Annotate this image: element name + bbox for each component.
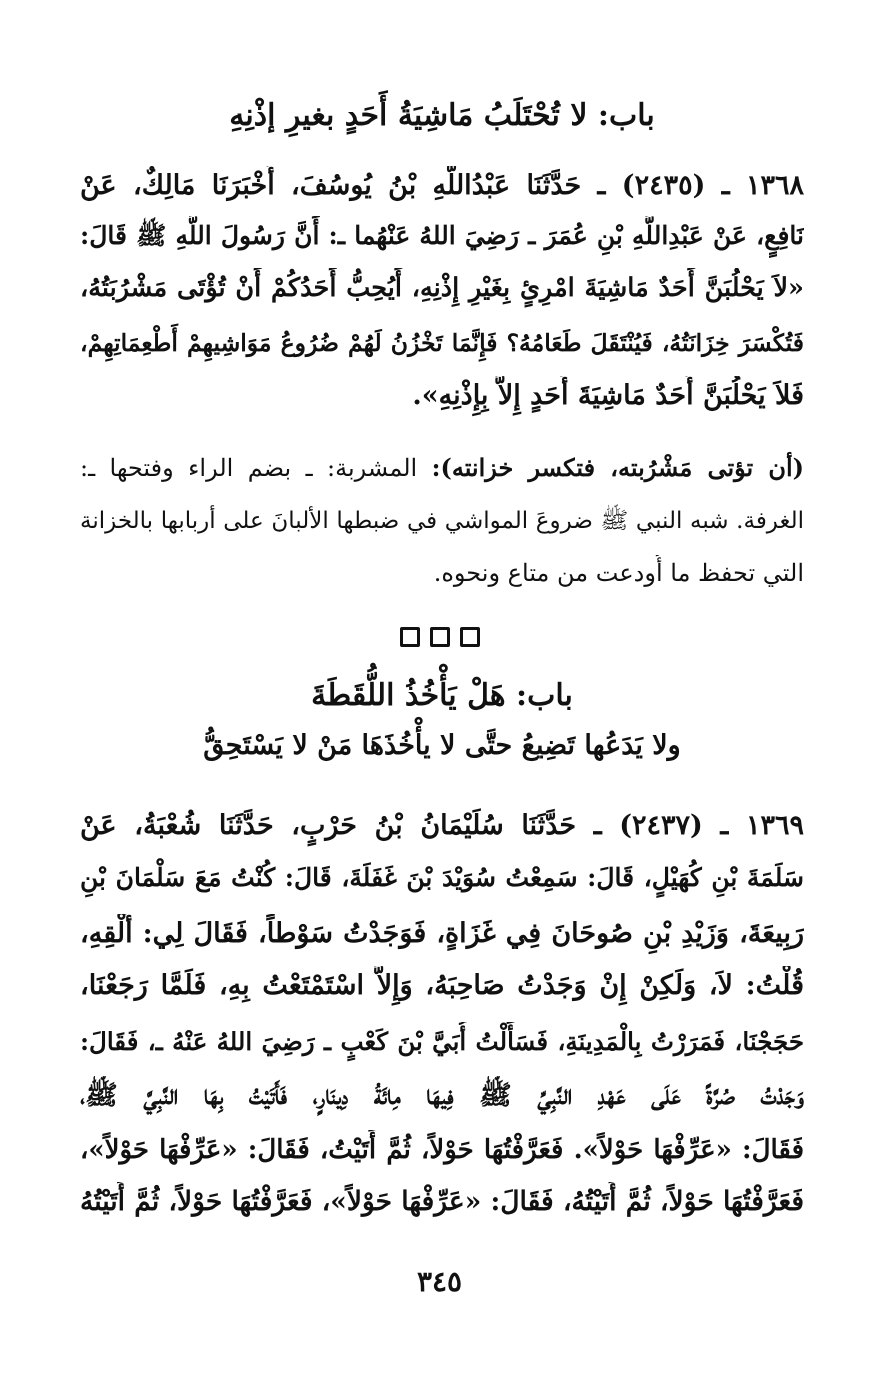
note-line — [80, 450, 804, 490]
hadith-line: فَعَرَّفْتُهَا حَوْلاً، ثُمَّ أَتَيْتُهُ، فَقَالَ: «عَرِّفْهَا حَوْلاً»، فَعَرَّفْتُهَا حَوْلاً، ثُمَّ أَتَيْتُهُ — [80, 1186, 804, 1217]
hadith-line: حَجَجْنَا، فَمَرَرْتُ بِالْمَدِينَةِ، فَسَأَلْتُ أُبَيَّ بْنَ كَعْبٍ ـ رَضِيَ اللهُ عَنْهُ ـ، فَقَالَ: — [80, 1027, 804, 1056]
chapter-subheading: ولا يَدَعُها تَضِيعُ حتَّى لا يأْخُذَهَا مَنْ لا يَسْتَحِقُّ — [203, 730, 681, 761]
square-ornament-icon — [400, 627, 420, 647]
note-line: التي تحفظ ما أُودعت من متاع ونحوه. — [433, 559, 804, 587]
hadith-line: فَتُكْسَرَ خِزَانَتُهُ، فَيُنْتَقَلَ طَعَامُهُ؟ فَإِنَّمَا تَخْزُنُ لَهُمْ ضُرُوعُ مَوَاشِيهِمْ أَطْعِمَاتِهِمْ، — [80, 329, 804, 357]
hadith-line: ١٣٦٩ ـ (٢٤٣٧) ـ حَدَّثَنَا سُلَيْمَانُ بْنُ حَرْبٍ، حَدَّثَنَا شُعْبَةُ، عَنْ — [80, 810, 804, 841]
chapter-heading: باب: هَلْ يَأْخُذُ اللُّقَطَةَ — [311, 678, 573, 713]
note-term: (أن تؤتى مَشْرُبته، فتكسر خزانته): — [431, 453, 804, 482]
page-number: ٣٤٥ — [416, 1265, 463, 1298]
chapter-heading: باب: لا تُحْتَلَبُ مَاشِيَةُ أَحَدٍ بغيرِ إذْنِهِ — [229, 98, 655, 133]
hadith-line: نَافِعٍ، عَنْ عَبْدِاللَّهِ بْنِ عُمَرَ ـ رَضِيَ اللهُ عَنْهُما ـ: أَنَّ رَسُولَ اللَّهِ ﷺ قَالَ: — [80, 221, 804, 250]
hadith-line: قُلْتُ: لاَ، وَلَكِنْ إِنْ وَجَدْتُ صَاحِبَهُ، وَإِلاَّ اسْتَمْتَعْتُ بِهِ، فَلَمَّا رَجَعْنَا، — [80, 970, 804, 1001]
hadith-line: فَقَالَ: «عَرِّفْهَا حَوْلاً». فَعَرَّفْتُهَا حَوْلاً، ثُمَّ أَتَيْتُ، فَقَالَ: «عَرِّفْهَا حَوْلاً»، — [80, 1135, 804, 1165]
hadith-line: «لاَ يَحْلُبَنَّ أَحَدٌ مَاشِيَةَ امْرِئٍ بِغَيْرِ إِذْنِهِ، أَيُحِبُّ أَحَدُكُمْ أَنْ تُؤْتَى مَشْرُبَتُهُ، — [80, 273, 804, 303]
hadith-line: سَلَمَةَ بْنِ كُهَيْلٍ، قَالَ: سَمِعْتُ سُوَيْدَ بْنَ غَفَلَةَ، قَالَ: كُنْتُ مَعَ سَلْمَانَ بْنِ — [80, 863, 804, 892]
note-line: الغرفة. شبه النبي ﷺ ضروعَ المواشي في ضبطها الألبانَ على أربابها بالخزانة — [80, 508, 804, 534]
hadith-line: وَجَدْتُ صُرَّةً عَلَى عَهْدِ النَّبِيِّ ﷺ فِيهَا مِائَةُ دِينَارٍ، فَأَتَيْتُ بِهَا النَّبِيَّ ﷺ، — [80, 1080, 804, 1111]
section-separator-icon — [0, 623, 879, 653]
note-definition: المشربة: ـ بضم الراء وفتحها ـ: — [80, 454, 418, 482]
hadith-line: رَبِيعَةَ، وَزَيْدِ بْنِ صُوحَانَ فِي غَزَاةٍ، فَوَجَدْتُ سَوْطاً، فَقَالَ لِي: أَلْقِهِ، — [80, 918, 804, 949]
hadith-line: فَلاَ يَحْلُبَنَّ أَحَدٌ مَاشِيَةَ أَحَدٍ إِلاَّ بِإِذْنِهِ». — [412, 380, 804, 411]
square-ornament-icon — [460, 627, 480, 647]
hadith-line: ١٣٦٨ ـ (٢٤٣٥) ـ حَدَّثَنَا عَبْدُاللَّهِ بْنُ يُوسُفَ، أَخْبَرَنَا مَالِكٌ، عَنْ — [80, 170, 804, 201]
square-ornament-icon — [430, 627, 450, 647]
